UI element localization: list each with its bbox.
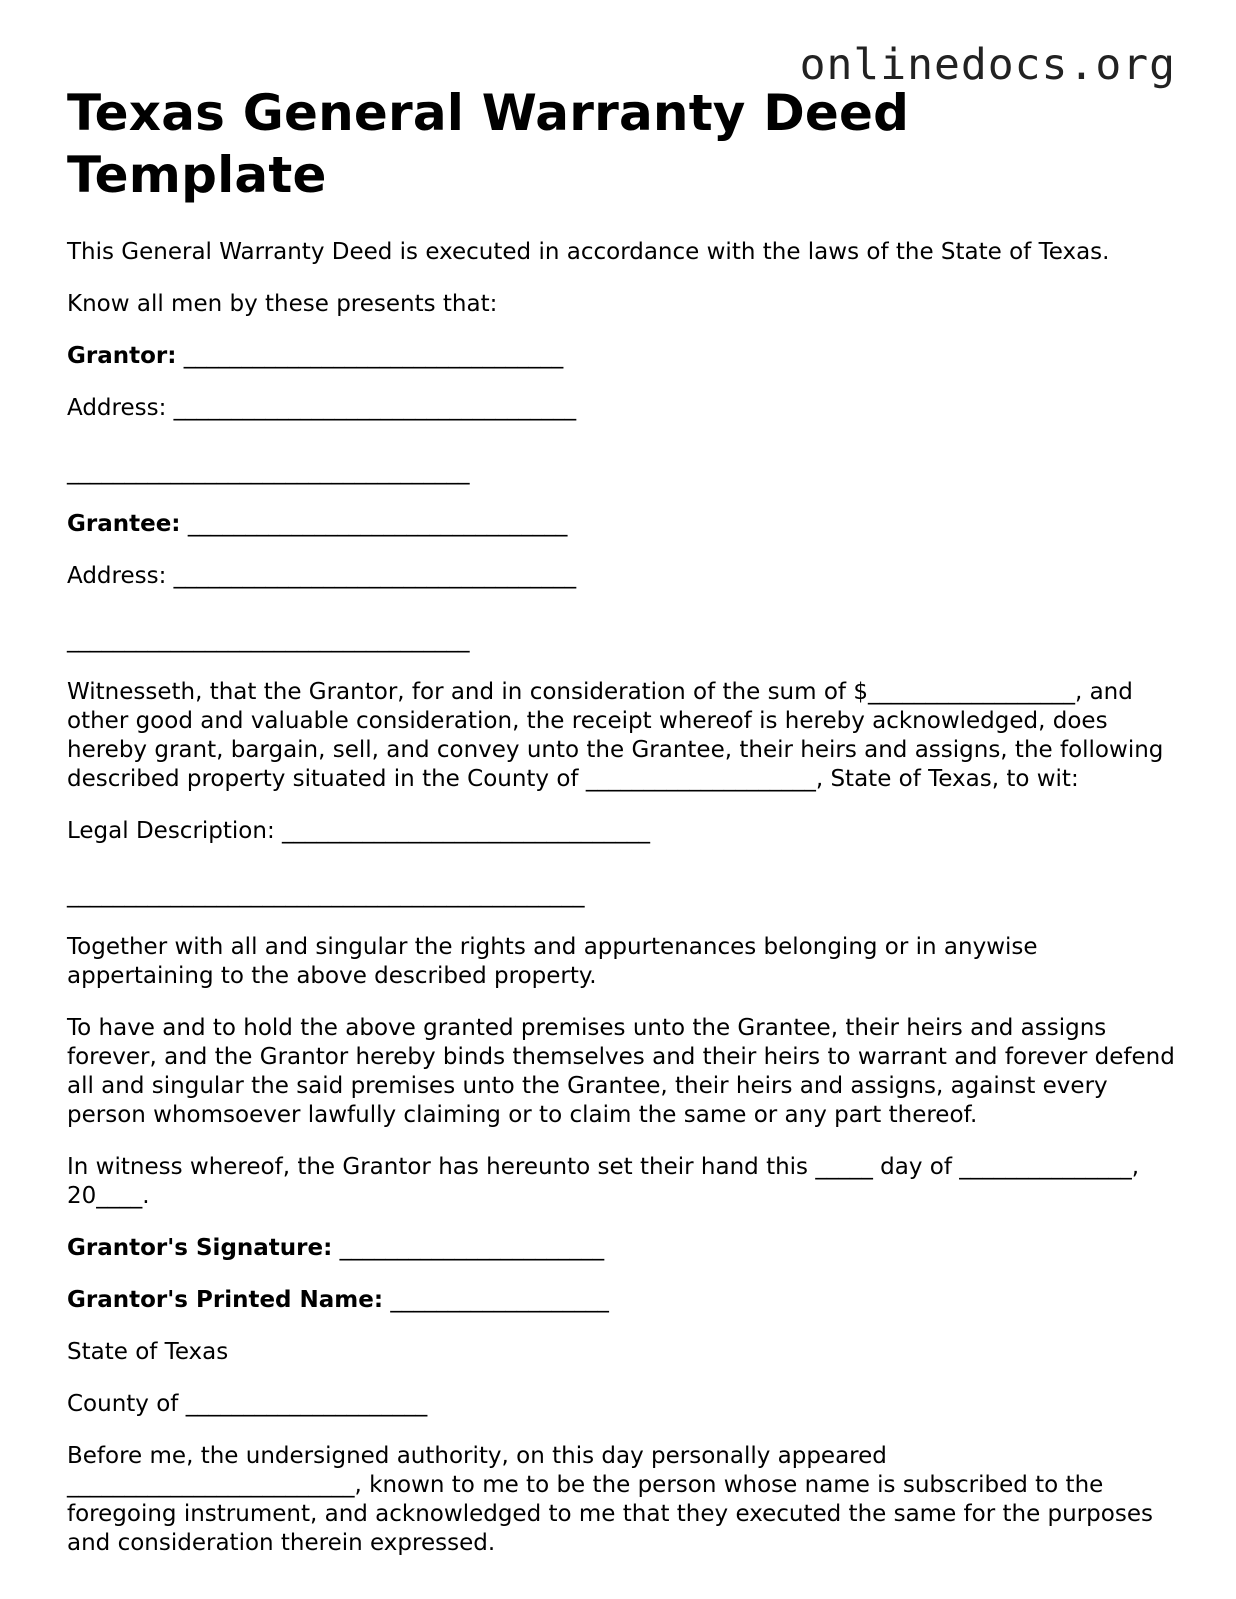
grantee-address-line [67,562,1177,591]
grantee-address-blank: ___________________________________ [173,563,577,589]
in-witness-paragraph: In witness whereof, the Grantor has hereunto set their hand this _____ day of _______________, 20____. [67,1154,1140,1209]
grantee-label: Grantee: [67,511,181,537]
signature-label: Grantor's Signature: [67,1235,333,1261]
grantee-address-line2: ___________________________________ [67,627,470,653]
legal-description-blank: ________________________________ [282,818,651,844]
county-line [67,1390,1177,1419]
know-paragraph: Know all men by these presents that: [67,291,498,317]
habendum-paragraph: To have and to hold the above granted premises unto the Grantee, their heirs and assigns forever, and the Grantor hereby binds themselves and their heirs to warrant and forever defend all and singular the said premises unto the Grantee, their heirs and assigns, against every person whomsoever lawfully claiming or to claim the same or any part thereof. [67,1015,1175,1128]
grantor-address-line [67,394,1177,423]
grantor-label: Grantor: [67,343,177,369]
grantor-line [67,342,1177,371]
grantee-line [67,510,1177,539]
state-line: State of Texas [67,1339,229,1365]
printed-name-label: Grantor's Printed Name: [67,1287,384,1313]
intro-paragraph: This General Warranty Deed is executed in accordance with the laws of the State of Texas. [67,239,1110,265]
grantee-blank: _________________________________ [187,511,568,537]
grantor-blank: _________________________________ [183,343,564,369]
legal-description-line [67,817,1177,846]
legal-description-label: Legal Description: [67,818,275,844]
legal-description-line2: _____________________________________________ [67,882,585,908]
witnesseth-paragraph: Witnesseth, that the Grantor, for and in consideration of the sum of $__________________, and other good and valuable consideration, the receipt whereof is hereby acknowledged, does hereby grant, bargain, sell, and convey unto the Grantee, their heirs and assigns, the following described property situated in the County of ____________________, State of Texas, to wit: [67,679,1164,792]
county-label: County of [67,1391,179,1417]
grantor-address-blank: ___________________________________ [173,395,577,421]
grantor-address-line2: ___________________________________ [67,459,470,485]
grantor-address-label: Address: [67,395,167,421]
together-paragraph: Together with all and singular the rights and appurtenances belonging or in anywise appertaining to the above described property. [67,934,1038,989]
grantee-address-label: Address: [67,563,167,589]
printed-name-line [67,1286,1177,1315]
document-title: Texas General Warranty Deed Template [67,84,910,204]
document-body [67,82,1177,1581]
county-blank: _____________________ [185,1391,428,1417]
acknowledgment-paragraph: Before me, the undersigned authority, on this day personally appeared _________________________, known to me to be the person whose name is subscribed to the foregoing instrument, and acknowledged to me that they executed the same for the purposes and consideration therein expressed. [67,1443,1153,1556]
signature-blank: _______________________ [339,1235,605,1261]
signature-line [67,1234,1177,1263]
printed-name-blank: ___________________ [390,1287,609,1313]
watermark: onlinedocs.org [799,40,1176,90]
